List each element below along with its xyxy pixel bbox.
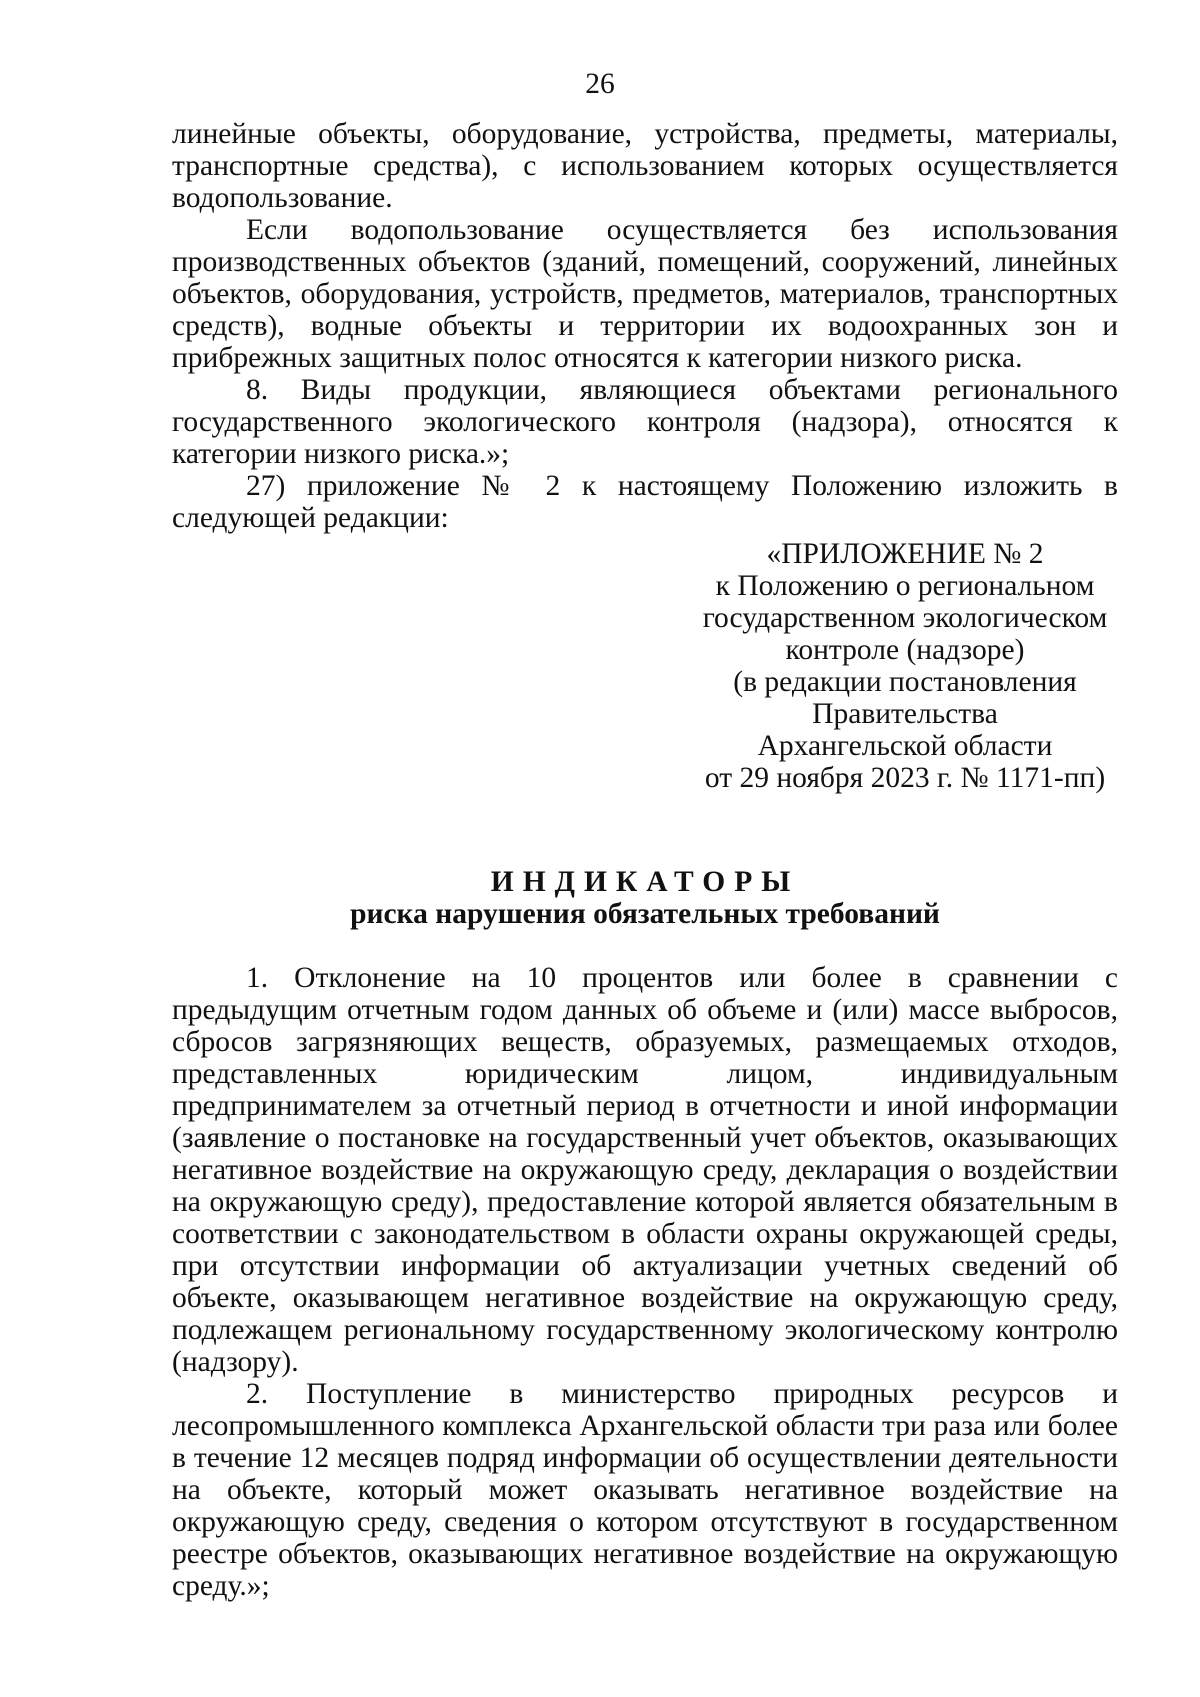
top-text-block [172,118,1118,534]
appendix-line: Архангельской области [757,730,1053,762]
indicators-text-block [172,962,1118,1602]
page-number: 26 [585,68,615,100]
paragraph-item-27: 27) приложение № 2 к настоящему Положению изложить в следующей редакции: [172,470,1118,534]
indicator-item-1: 1. Отклонение на 10 процентов или более в сравнении с предыдущим отчетным годом данных об объеме и (или) массе выбросов, сбросов загрязняющих веществ, образуемых, размещаемых отходов, представленных юридическим лицом, индивидуальным предпринимателем за отчетный период в отчетности и иной информации (заявление о постановке на государственный учет объектов, оказывающих негативное воздействие на окружающую среду, декларация о воздействии на окружающую среду), предоставление которой является обязательным в соответствии с законодательством в области охраны окружающей среды, при отсутствии информации об актуализации учетных сведений об объекте, оказывающем негативное воздействие на окружающую среду, подлежащем региональному государственному экологическому контролю (надзору). [172,962,1118,1378]
appendix-line: контроле (надзоре) [785,634,1025,666]
appendix-line: государственном экологическом [702,602,1108,634]
appendix-line: (в редакции постановления [733,666,1077,698]
paragraph-continuation: линейные объекты, оборудование, устройства, предметы, материалы, транспортные средства), с использованием которых осуществляется водопользование. [172,118,1118,214]
indicator-item-2: 2. Поступление в министерство природных ресурсов и лесопромышленного комплекса Архангельской области три раза или более в течение 12 месяцев подряд информации об осуществлении деятельности на объекте, который может оказывать негативное воздействие на окружающую среду, сведения о котором отсутствуют в государственном реестре объектов, оказывающих негативное воздействие на окружающую среду.»; [172,1378,1118,1602]
appendix-line: к Положению о региональном [715,570,1095,602]
paragraph-item-8: 8. Виды продукции, являющиеся объектами регионального государственного экологического контроля (надзора), относятся к категории низкого риска.»; [172,374,1118,470]
appendix-line: от 29 ноября 2023 г. № 1171-пп) [704,762,1106,794]
appendix-line: «ПРИЛОЖЕНИЕ № 2 [766,538,1044,570]
paragraph-water-use: Если водопользование осуществляется без использования производственных объектов (зданий, помещений, сооружений, линейных объектов, оборудования, устройств, предметов, материалов, транспортных средств), водные объекты и территории их водоохранных зон и прибрежных защитных полос относятся к категории низкого риска. [172,214,1118,374]
heading-title: ИНДИКАТОРЫ [490,866,800,898]
appendix-header [700,538,1110,794]
appendix-line: Правительства [812,698,998,730]
heading-subtitle: риска нарушения обязательных требований [350,898,940,930]
section-heading [172,866,1118,930]
